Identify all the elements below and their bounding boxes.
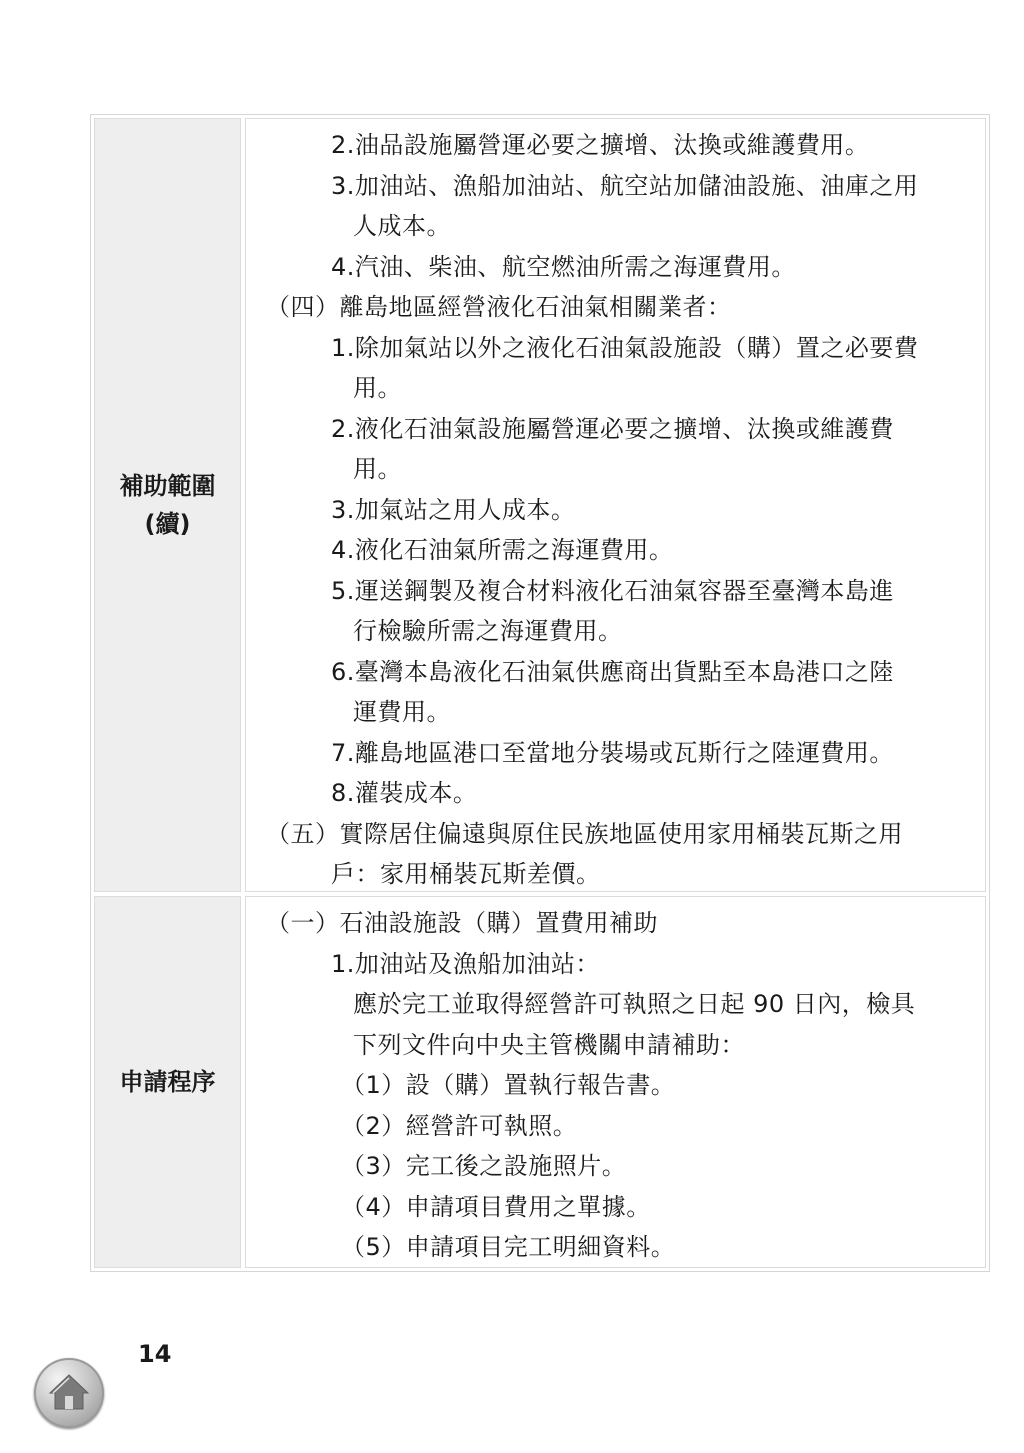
row-label: 補助範圍 bbox=[119, 472, 216, 500]
row-content-cell bbox=[245, 896, 986, 1268]
content-line: 用。 bbox=[353, 374, 402, 402]
row-content-cell bbox=[245, 118, 986, 892]
content-line: 用。 bbox=[353, 455, 402, 483]
content-line: （4）申請項目費用之單據。 bbox=[341, 1192, 651, 1221]
content-line: 4.汽油、柴油、航空燃油所需之海運費用。 bbox=[331, 252, 796, 281]
content-line: 4.液化石油氣所需之海運費用。 bbox=[331, 536, 674, 564]
document-table bbox=[90, 114, 990, 1272]
content-line: 戶：家用桶裝瓦斯差價。 bbox=[331, 860, 601, 888]
content-line: 3.加油站、漁船加油站、航空站加儲油設施、油庫之用 bbox=[331, 171, 919, 200]
content-line: （1）設（購）置執行報告書。 bbox=[341, 1071, 676, 1099]
page-number: 14 bbox=[138, 1340, 172, 1368]
content-line: 5.運送鋼製及複合材料液化石油氣容器至臺灣本島進 bbox=[331, 576, 894, 605]
content-line: 下列文件向中央主管機關申請補助： bbox=[353, 1030, 745, 1059]
row-label-cell bbox=[94, 118, 241, 892]
content-line: 2.油品設施屬營運必要之擴增、汰換或維護費用。 bbox=[331, 131, 870, 159]
home-button[interactable] bbox=[34, 1358, 104, 1428]
content-line: 7.離島地區港口至當地分裝場或瓦斯行之陸運費用。 bbox=[331, 738, 894, 767]
table-row bbox=[94, 896, 986, 1268]
content-line: （3）完工後之設施照片。 bbox=[341, 1152, 627, 1180]
content-line: 3.加氣站之用人成本。 bbox=[331, 495, 576, 524]
content-line: 應於完工並取得經營許可執照之日起 90 日內，檢具 bbox=[353, 990, 916, 1018]
content-line: 6.臺灣本島液化石油氣供應商出貨點至本島港口之陸 bbox=[331, 657, 894, 686]
row-label-continued: (續) bbox=[144, 510, 191, 538]
content-line: 行檢驗所需之海運費用。 bbox=[353, 617, 623, 645]
content-line: 運費用。 bbox=[353, 698, 451, 726]
content-line: 1.加油站及漁船加油站： bbox=[331, 949, 600, 978]
content-line: （5）申請項目完工明細資料。 bbox=[341, 1233, 676, 1261]
content-line: 8.灌裝成本。 bbox=[331, 779, 478, 807]
content-line: 2.液化石油氣設施屬營運必要之擴增、汰換或維護費 bbox=[331, 414, 894, 443]
content-line: （五）實際居住偏遠與原住民族地區使用家用桶裝瓦斯之用 bbox=[266, 819, 903, 848]
content-line: （2）經營許可執照。 bbox=[341, 1111, 578, 1140]
row-label: 申請程序 bbox=[119, 1068, 216, 1096]
content-line: 人成本。 bbox=[353, 212, 451, 240]
row-label-cell bbox=[94, 896, 241, 1268]
content-line: 1.除加氣站以外之液化石油氣設施設（購）置之必要費 bbox=[331, 333, 919, 362]
table-row bbox=[94, 118, 986, 892]
home-icon bbox=[46, 1369, 92, 1415]
content-line: （四）離島地區經營液化石油氣相關業者： bbox=[266, 293, 732, 321]
content-line: （一）石油設施設（購）置費用補助 bbox=[266, 909, 658, 937]
